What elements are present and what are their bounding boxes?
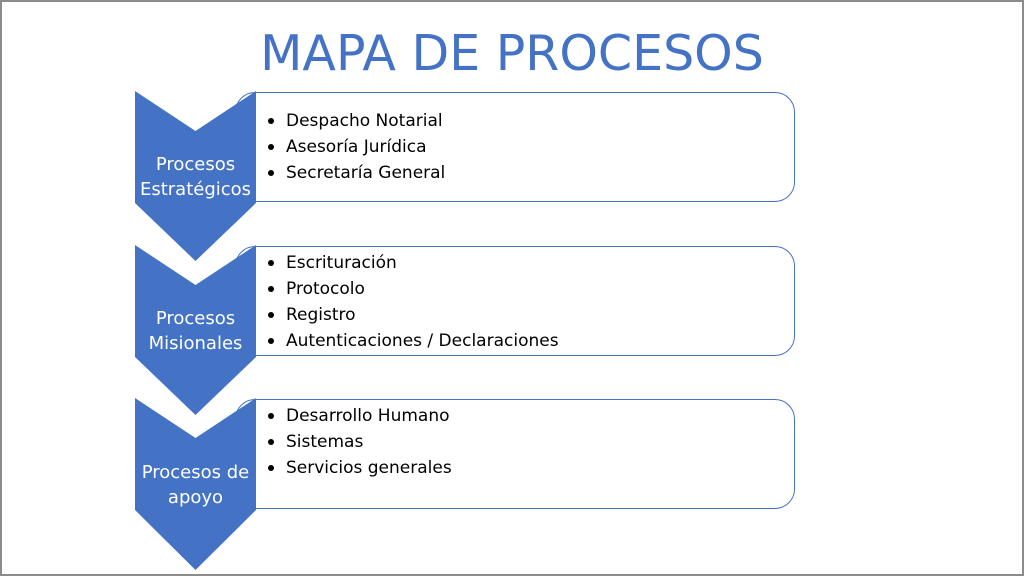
list-item: Registro xyxy=(268,302,559,328)
list-item: Despacho Notarial xyxy=(268,108,445,134)
list-item: Servicios generales xyxy=(268,455,452,481)
chevron-label-line: Procesos de xyxy=(141,462,250,483)
list-item: Escrituración xyxy=(268,250,559,276)
list-item: Protocolo xyxy=(268,276,559,302)
process-list-missional xyxy=(268,250,559,354)
list-item: Desarrollo Humano xyxy=(268,403,452,429)
chevron-label-missional xyxy=(135,306,256,356)
list-item: Sistemas xyxy=(268,429,452,455)
process-box-support xyxy=(235,399,795,509)
list-item: Autenticaciones / Declaraciones xyxy=(268,328,559,354)
process-list-support xyxy=(268,403,452,481)
process-box-strategic xyxy=(235,92,795,202)
chevron-label-line: apoyo xyxy=(167,487,224,508)
page-title: MAPA DE PROCESOS xyxy=(260,25,764,82)
process-list-strategic xyxy=(268,108,445,186)
chevron-label-line: Procesos xyxy=(155,308,236,329)
process-box-missional xyxy=(235,246,795,356)
list-item: Secretaría General xyxy=(268,160,445,186)
chevron-label-strategic xyxy=(135,152,256,202)
list-item: Asesoría Jurídica xyxy=(268,134,445,160)
chevron-label-support xyxy=(135,460,256,510)
chevron-label-line: Estratégicos xyxy=(139,179,252,200)
chevron-label-line: Procesos xyxy=(155,154,236,175)
chevron-label-line: Misionales xyxy=(148,333,243,354)
